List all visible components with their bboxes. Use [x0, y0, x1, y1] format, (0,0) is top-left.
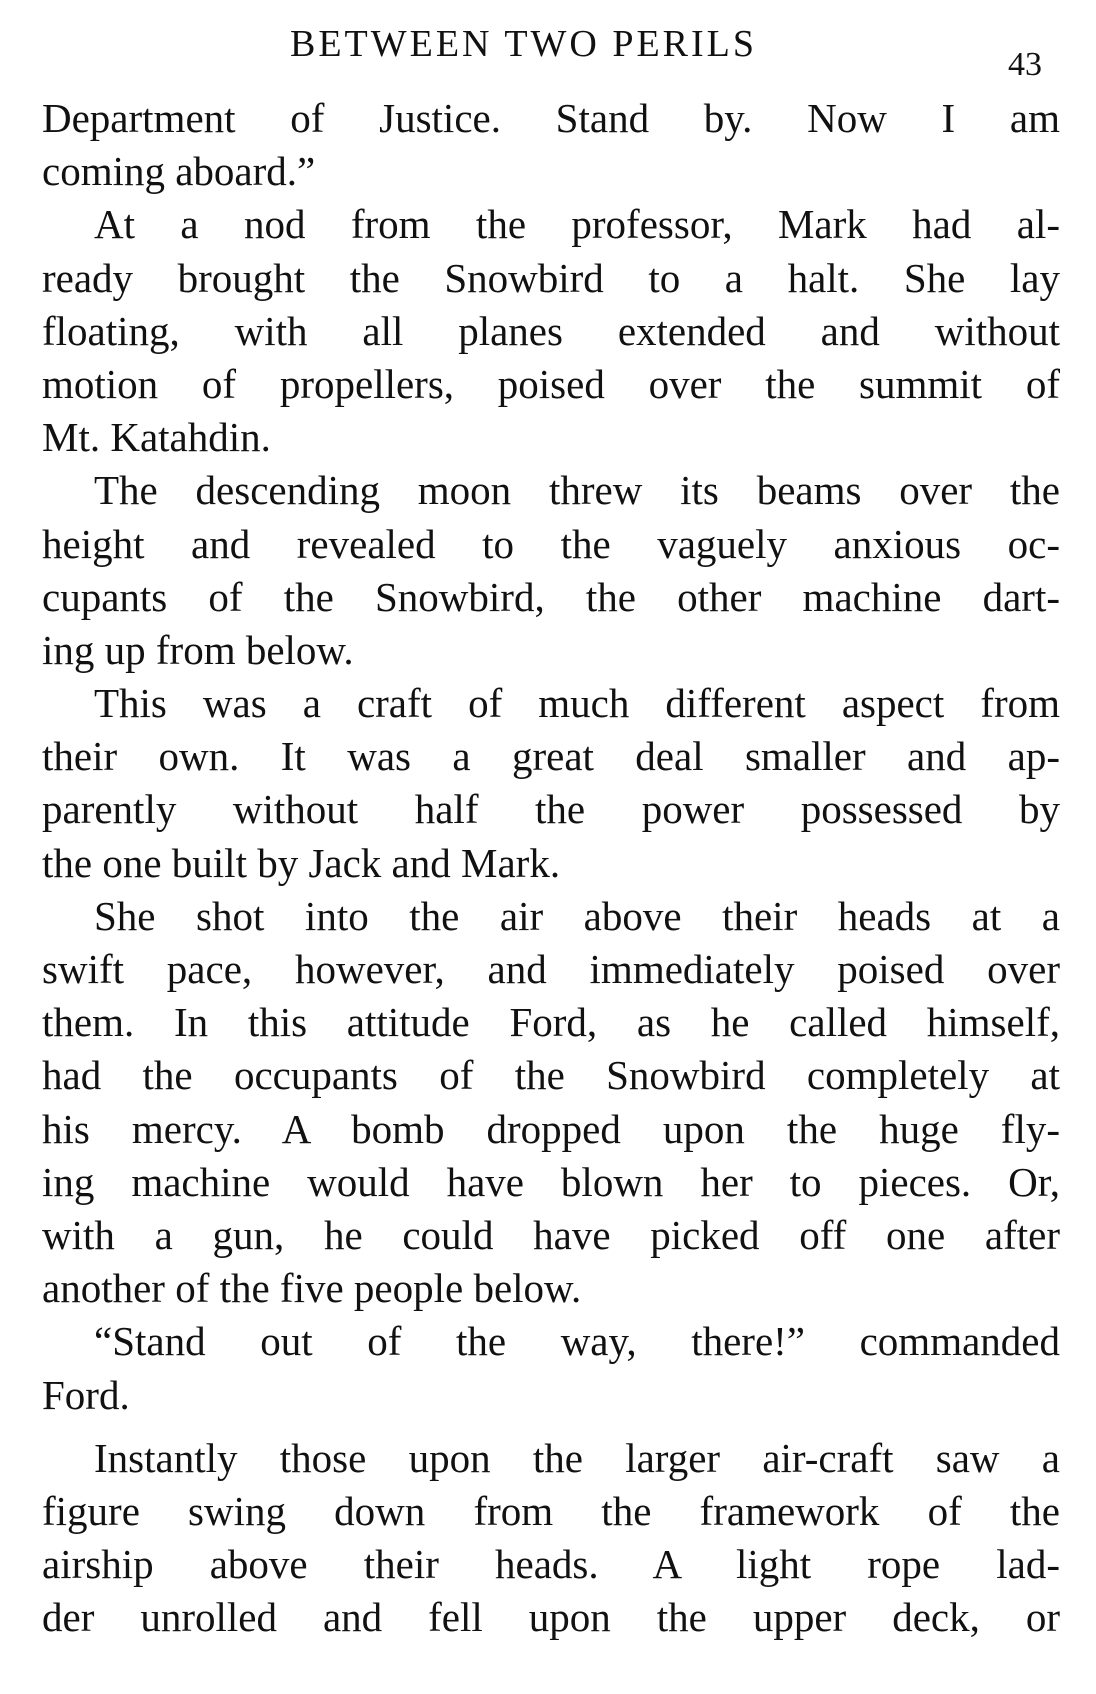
text-line: airship above their heads. A light rope lad- [42, 1541, 1060, 1588]
text-line: had the occupants of the Snowbird completely at [42, 1052, 1060, 1099]
text-line: the one built by Jack and Mark. [42, 839, 561, 886]
text-line: At a nod from the professor, Mark had al- [94, 201, 1060, 248]
text-line: swift pace, however, and immediately poised over [42, 946, 1060, 992]
body-text [42, 92, 1060, 1672]
text-line: cupants of the Snowbird, the other machine dart- [42, 573, 1060, 620]
running-head [0, 22, 1096, 82]
text-line: with a gun, he could have picked off one after [42, 1211, 1060, 1258]
text-line: ing up from below. [42, 626, 354, 673]
text-line: parently without half the power possessed by [42, 786, 1060, 833]
text-line: ready brought the Snowbird to a halt. She lay [42, 254, 1060, 301]
text-line: his mercy. A bomb dropped upon the huge fly- [42, 1105, 1060, 1152]
text-line: another of the five people below. [42, 1265, 582, 1312]
text-line: ing machine would have blown her to pieces. Or, [42, 1158, 1060, 1205]
page-number: 43 [1008, 46, 1042, 83]
text-line: coming aboard.” [42, 148, 316, 195]
paragraph-gap [42, 1422, 1060, 1432]
text-line: The descending moon threw its beams over the [94, 467, 1060, 514]
text-line: She shot into the air above their heads at a [94, 892, 1060, 939]
text-line: their own. It was a great deal smaller and ap- [42, 733, 1060, 780]
text-line: height and revealed to the vaguely anxious oc- [42, 520, 1060, 567]
text-line: This was a craft of much different aspect from [94, 680, 1060, 727]
text-line: them. In this attitude Ford, as he called himself, [42, 999, 1060, 1046]
text-line: Mt. Katahdin. [42, 414, 271, 461]
text-line: Instantly those upon the larger air-craft saw a [94, 1434, 1060, 1481]
text-line: motion of propellers, poised over the summit of [42, 360, 1060, 407]
text-line: Department of Justice. Stand by. Now I am [42, 95, 1060, 141]
text-line: “Stand out of the way, there!” commanded [94, 1318, 1060, 1365]
text-line: floating, with all planes extended and without [42, 307, 1060, 354]
running-title: BETWEEN TWO PERILS [290, 23, 758, 65]
text-line: der unrolled and fell upon the upper deck, or [42, 1594, 1060, 1641]
text-line: figure swing down from the framework of the [42, 1487, 1060, 1534]
text-line: Ford. [42, 1371, 130, 1418]
